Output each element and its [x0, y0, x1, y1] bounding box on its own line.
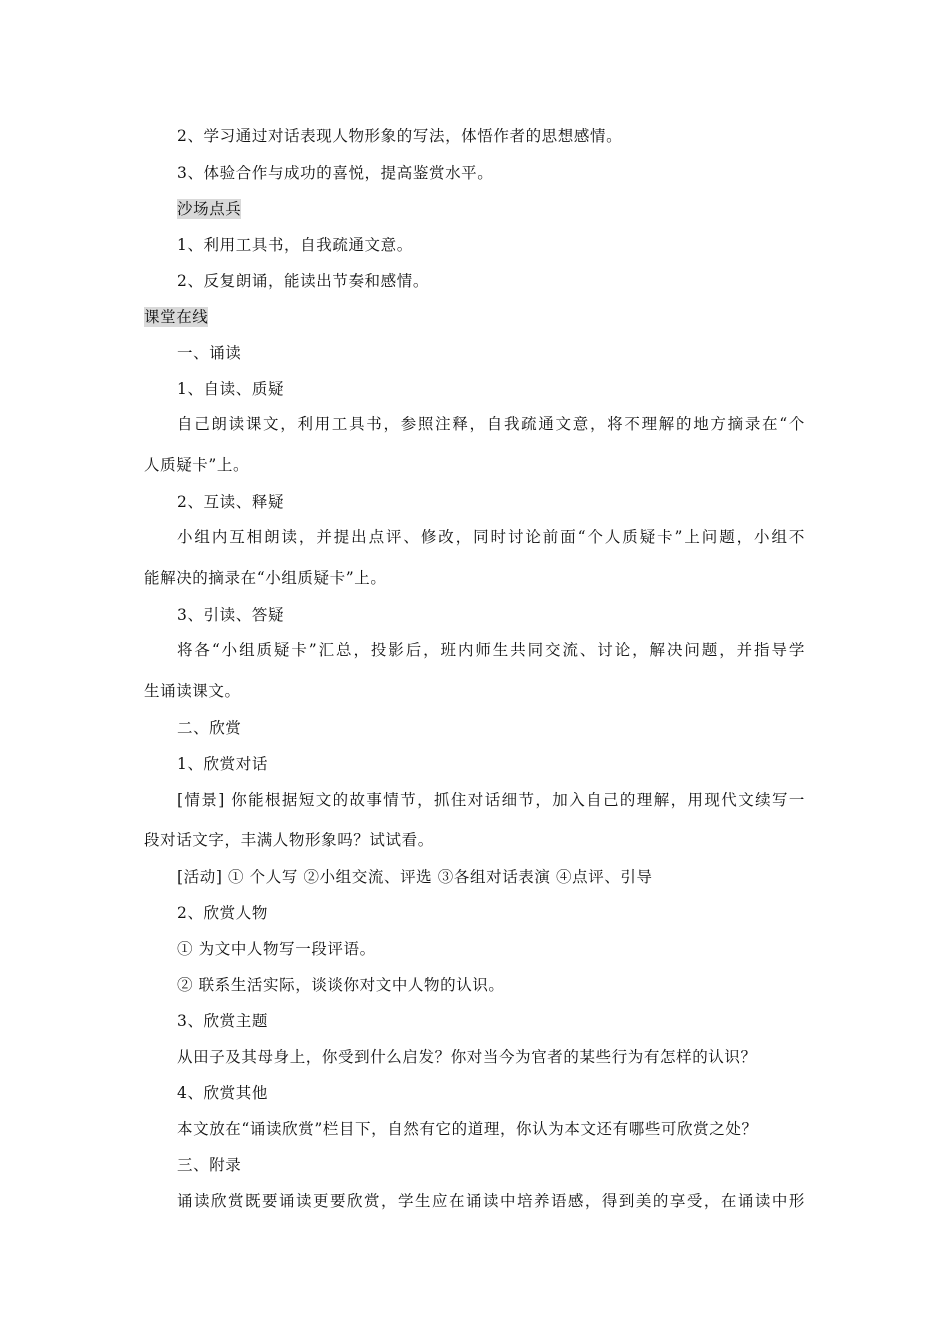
subheading-songdu: 一、诵读: [177, 344, 242, 362]
paragraph-line: 段对话文字，丰满人物形象吗？试试看。: [144, 831, 434, 849]
step-3-heading: 3、引读、答疑: [177, 606, 285, 624]
subheading-fulu: 三、附录: [177, 1156, 242, 1174]
paragraph-line: 从田子及其母身上，你受到什么启发？你对当今为官者的某些行为有怎样的认识？: [177, 1048, 757, 1066]
paragraph-line: 自己朗读课文，利用工具书，参照注释，自我疏通文意，将不理解的地方摘录在“个: [177, 415, 805, 433]
appreciation-4-heading: 4、欣赏其他: [177, 1084, 268, 1102]
activity-line: [活动] ① 个人写 ②小组交流、评选 ③各组对话表演 ④点评、引导: [177, 868, 653, 886]
paragraph-line: 生诵读课文。: [144, 682, 241, 700]
objective-3: 3、体验合作与成功的喜悦，提高鉴赏水平。: [177, 164, 494, 182]
appreciation-3-heading: 3、欣赏主题: [177, 1012, 268, 1030]
paragraph-line: 诵读欣赏既要诵读更要欣赏，学生应在诵读中培养语感，得到美的享受，在诵读中形: [177, 1192, 805, 1210]
list-item: ① 为文中人物写一段评语。: [177, 940, 376, 958]
section-heading-shachang: 沙场点兵: [177, 200, 242, 218]
paragraph-line: 小组内互相朗读，并提出点评、修改，同时讨论前面“个人质疑卡”上问题，小组不: [177, 528, 805, 546]
appreciation-1-heading: 1、欣赏对话: [177, 755, 268, 773]
step-2-heading: 2、互读、释疑: [177, 493, 285, 511]
step-1-heading: 1、自读、质疑: [177, 380, 285, 398]
list-item: ② 联系生活实际，谈谈你对文中人物的认识。: [177, 976, 505, 994]
objective-2: 2、学习通过对话表现人物形象的写法，体悟作者的思想感情。: [177, 127, 623, 145]
paragraph-line: 人质疑卡”上。: [144, 456, 250, 474]
paragraph-line: [情景] 你能根据短文的故事情节，抓住对话细节，加入自己的理解，用现代文续写一: [177, 791, 805, 809]
prep-item-1: 1、利用工具书，自我疏通文意。: [177, 236, 413, 254]
section-heading-ketang: 课堂在线: [144, 308, 209, 326]
paragraph-line: 能解决的摘录在“小组质疑卡”上。: [144, 569, 387, 587]
prep-item-2: 2、反复朗诵，能读出节奏和感情。: [177, 272, 429, 290]
appreciation-2-heading: 2、欣赏人物: [177, 904, 268, 922]
paragraph-line: 本文放在“诵读欣赏”栏目下，自然有它的道理，你认为本文还有哪些可欣赏之处？: [177, 1120, 758, 1138]
paragraph-line: 将各“小组质疑卡”汇总，投影后，班内师生共同交流、讨论，解决问题，并指导学: [177, 641, 805, 659]
subheading-xinshang: 二、欣赏: [177, 719, 242, 737]
